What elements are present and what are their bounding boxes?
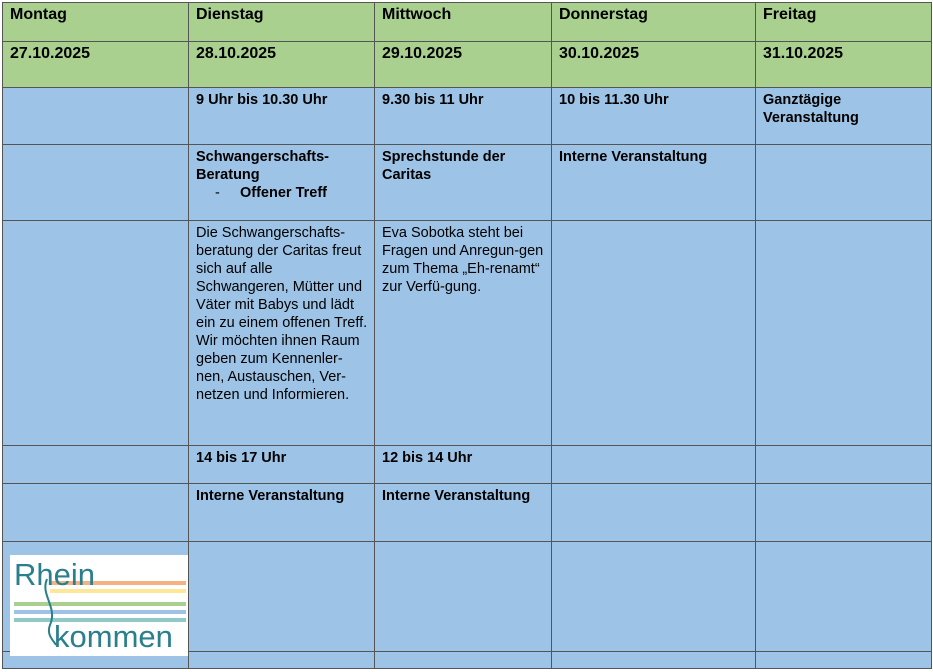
empty-bottom-thursday [552, 652, 756, 669]
empty-thursday [552, 542, 756, 652]
afternoon-time-wednesday: 12 bis 14 Uhr [375, 446, 552, 484]
title-tuesday-dash: - [215, 185, 220, 201]
day-monday: Montag [3, 3, 189, 42]
afternoon-title-row [3, 484, 932, 542]
afternoon-title-friday [756, 484, 932, 542]
time-thursday: 10 bis 11.30 Uhr [552, 88, 756, 145]
day-tuesday: Dienstag [189, 3, 375, 42]
time-friday: Ganztägige Veranstaltung [756, 88, 932, 145]
time-monday [3, 88, 189, 145]
date-friday: 31.10.2025 [756, 42, 932, 88]
logo-text-top: Rhein [14, 557, 95, 592]
afternoon-title-tuesday: Interne Veranstaltung [189, 484, 375, 542]
title-tuesday-sub-label: Offener Treff [240, 185, 328, 201]
day-header-row [3, 3, 932, 42]
morning-title-row [3, 145, 932, 221]
logo-text-bottom: kommen [54, 619, 173, 654]
afternoon-title-monday [3, 484, 189, 542]
day-thursday: Donnerstag [552, 3, 756, 42]
day-wednesday: Mittwoch [375, 3, 552, 42]
date-monday: 27.10.2025 [3, 42, 189, 88]
date-row [3, 42, 932, 88]
morning-time-row [3, 88, 932, 145]
day-friday: Freitag [756, 3, 932, 42]
title-tuesday [189, 145, 375, 221]
desc-thursday [552, 221, 756, 446]
afternoon-time-thursday [552, 446, 756, 484]
time-wednesday: 9.30 bis 11 Uhr [375, 88, 552, 145]
empty-bottom-tuesday [189, 652, 375, 669]
time-tuesday: 9 Uhr bis 10.30 Uhr [189, 88, 375, 145]
rheinkommen-logo [10, 555, 188, 656]
empty-wednesday [375, 542, 552, 652]
empty-bottom-friday [756, 652, 932, 669]
afternoon-time-friday [756, 446, 932, 484]
title-thursday: Interne Veranstaltung [552, 145, 756, 221]
afternoon-time-row [3, 446, 932, 484]
title-monday [3, 145, 189, 221]
desc-monday [3, 221, 189, 446]
desc-tuesday: Die Schwangerschafts-beratung der Caritas freut sich auf alle Schwangeren, Mütter und Väter mit Babys und lädt ein zu einem offenen Treff. Wir möchten ihnen Raum geben zum Kennenler-nen, Austauschen, Ver-netzen und Informieren. [189, 221, 375, 446]
title-friday [756, 145, 932, 221]
title-tuesday-sub [196, 184, 366, 202]
empty-friday [756, 542, 932, 652]
date-wednesday: 29.10.2025 [375, 42, 552, 88]
desc-friday [756, 221, 932, 446]
logo-graphic [10, 555, 188, 656]
date-thursday: 30.10.2025 [552, 42, 756, 88]
afternoon-title-thursday [552, 484, 756, 542]
desc-wednesday: Eva Sobotka steht bei Fragen und Anregun-gen zum Thema „Eh-renamt“ zur Verfü-gung. [375, 221, 552, 446]
afternoon-time-monday [3, 446, 189, 484]
date-tuesday: 28.10.2025 [189, 42, 375, 88]
title-tuesday-main: Schwangerschafts-Beratung [196, 149, 329, 183]
afternoon-time-tuesday: 14 bis 17 Uhr [189, 446, 375, 484]
afternoon-title-wednesday: Interne Veranstaltung [375, 484, 552, 542]
title-wednesday: Sprechstunde der Caritas [375, 145, 552, 221]
empty-tuesday [189, 542, 375, 652]
morning-description-row [3, 221, 932, 446]
empty-bottom-wednesday [375, 652, 552, 669]
